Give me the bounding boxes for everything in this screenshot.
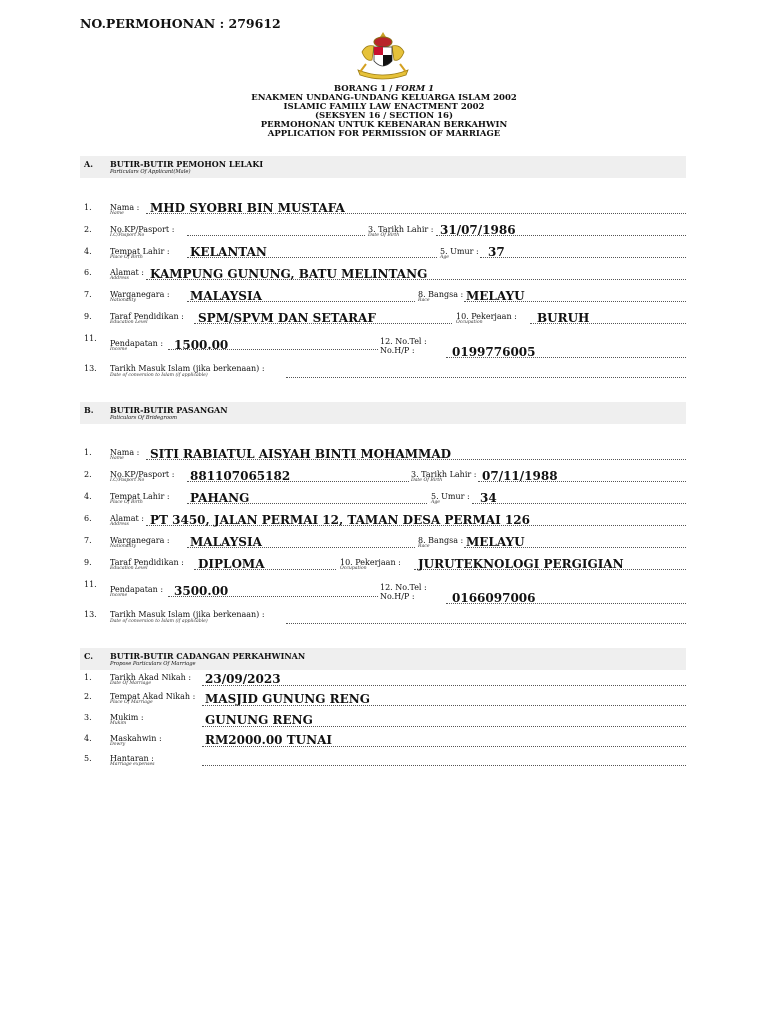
partner-address-value: PT 3450, JALAN PERMAI 12, TAMAN DESA PERMAI 126: [150, 513, 530, 527]
row-number: 7.: [84, 536, 92, 545]
age-line: [472, 503, 686, 504]
conversion-label: Tarikh Masuk Islam (jika berkenaan) :: [110, 610, 265, 619]
partner-education-value: DIPLOMA: [198, 557, 265, 571]
section-reference: (SEKSYEN 16 / SECTION 16): [315, 111, 453, 121]
row-number: 6.: [84, 514, 92, 523]
dob-label-en: Date Of Birth: [411, 478, 443, 483]
applicant-nationality-value: MALAYSIA: [190, 289, 262, 303]
partner-nationality-value: MALAYSIA: [190, 535, 262, 549]
income-label-en: Income: [110, 347, 128, 352]
applicant-address-value: KAMPUNG GUNUNG, BATU MELINTANG: [150, 267, 428, 281]
row-number: 4.: [84, 492, 92, 501]
mukim-label-en: Mukim: [110, 721, 127, 726]
hp-label: No.H/P :: [380, 592, 415, 601]
occupation-label: 10. Pekerjaan :: [456, 312, 517, 321]
applicant-phone-value: 0199776005: [452, 345, 536, 359]
partner-race-value: MELAYU: [466, 535, 525, 549]
conversion-label-en: Date of conversion to Islam (if applicable): [110, 373, 208, 378]
conversion-line: [286, 377, 686, 378]
row-number: 2.: [84, 225, 92, 234]
form-title: BORANG 1 / FORM 1: [333, 84, 435, 94]
akad-date-label: Tarikh Akad Nikah :: [110, 673, 192, 682]
row-number: 11.: [84, 334, 97, 343]
nationality-label-en: Nationality: [110, 298, 136, 303]
applicant-age-value: 37: [488, 245, 505, 259]
section-c-letter: C.: [84, 651, 94, 661]
nationality-label-en: Nationality: [110, 544, 136, 549]
applicant-income-value: 1500.00: [174, 338, 229, 352]
race-label: 8. Bangsa :: [418, 536, 464, 545]
pob-label: Tempat Lahir :: [110, 247, 170, 256]
partner-phone-value: 0166097006: [452, 591, 536, 605]
name-label-en: Name: [110, 211, 124, 216]
occupation-label: 10. Pekerjaan :: [340, 558, 401, 567]
income-label: Pendapatan :: [110, 339, 164, 348]
education-label: Taraf Pendidikan :: [110, 558, 184, 567]
section-a-title: BUTIR-BUTIR PEMOHON LELAKI: [110, 159, 264, 169]
row-number: 2.: [84, 692, 92, 701]
section-a-letter: A.: [84, 159, 93, 169]
income-label-en: Income: [110, 593, 128, 598]
partner-dob-value: 07/11/1988: [482, 469, 558, 483]
education-label: Taraf Pendidikan :: [110, 312, 184, 321]
tel-label: 12. No.Tel :: [380, 337, 427, 346]
address-label-en: Address: [110, 276, 129, 281]
age-line: [480, 257, 686, 258]
education-label-en: Education Level: [110, 566, 148, 571]
education-label-en: Education Level: [110, 320, 148, 325]
row-number: 2.: [84, 470, 92, 479]
race-label: 8. Bangsa :: [418, 290, 464, 299]
ic-label-en: I.C/Pasport No: [110, 478, 145, 483]
ic-label: No.KP/Pasport :: [110, 470, 175, 479]
partner-name-value: SITI RABIATUL AISYAH BINTI MOHAMMAD: [150, 447, 452, 461]
row-number: 1.: [84, 203, 92, 212]
row-number: 1.: [84, 673, 92, 682]
row-number: 13.: [84, 364, 97, 373]
row-number: 5.: [84, 754, 92, 763]
name-label: Nama :: [110, 203, 140, 212]
nationality-label: Warganegara :: [110, 290, 170, 299]
section-c-title: BUTIR-BUTIR CADANGAN PERKAHWINAN: [110, 651, 306, 661]
akad-place-value: MASJID GUNUNG RENG: [205, 692, 371, 706]
row-number: 4.: [84, 734, 92, 743]
address-label-en: Address: [110, 522, 129, 527]
row-number: 11.: [84, 580, 97, 589]
pob-label-en: Place Of Birth: [110, 255, 143, 260]
age-label: 5. Umur :: [440, 247, 479, 256]
partner-ic-value: 881107065182: [190, 469, 291, 483]
applicant-name-value: MHD SYOBRI BIN MUSTAFA: [150, 201, 345, 215]
state-crest-icon: [352, 30, 414, 84]
section-b-letter: B.: [84, 405, 94, 415]
age-label-en: Age: [440, 255, 449, 260]
applicant-pob-value: KELANTAN: [190, 245, 267, 259]
application-title: PERMOHONAN UNTUK KEBENARAN BERKAHWIN: [260, 120, 508, 130]
address-label: Alamat :: [110, 514, 144, 523]
hantaran-label: Hantaran :: [110, 754, 154, 763]
occupation-label-en: Occupation: [340, 566, 367, 571]
dob-label: 3. Tarikh Lahir :: [368, 225, 434, 234]
section-c-subtitle: Propose Particulars Of Marriage: [110, 661, 196, 667]
row-number: 9.: [84, 558, 92, 567]
applicant-education-value: SPM/SPVM DAN SETARAF: [198, 311, 376, 325]
enactment-title: ENAKMEN UNDANG-UNDANG KELUARGA ISLAM 2002: [251, 93, 517, 103]
race-label-en: Race: [418, 298, 430, 303]
age-label-en: Age: [431, 500, 440, 505]
section-a-subtitle: Particulars Of Applicant(Male): [110, 169, 191, 175]
maskahwin-value: RM2000.00 TUNAI: [205, 733, 332, 747]
partner-occupation-value: JURUTEKNOLOGI PERGIGIAN: [418, 557, 624, 571]
race-label-en: Race: [418, 544, 430, 549]
conversion-label: Tarikh Masuk Islam (jika berkenaan) :: [110, 364, 265, 373]
pob-label-en: Place Of Birth: [110, 500, 143, 505]
pob-label: Tempat Lahir :: [110, 492, 170, 501]
partner-pob-value: PAHANG: [190, 491, 250, 505]
row-number: 13.: [84, 610, 97, 619]
applicant-dob-value: 31/07/1986: [440, 223, 516, 237]
section-b-subtitle: Paticulars Of Bridegroom: [110, 415, 178, 421]
nationality-label: Warganegara :: [110, 536, 170, 545]
akad-date-label-en: Date Of Marriage: [110, 681, 152, 686]
akad-place-label: Tempat Akad Nikah :: [110, 692, 196, 701]
applicant-race-value: MELAYU: [466, 289, 525, 303]
dob-label: 3. Tarikh Lahir :: [411, 470, 477, 479]
maskahwin-label: Maskahwin :: [110, 734, 162, 743]
conversion-label-en: Date of conversion to Islam (if applicable): [110, 619, 208, 624]
row-number: 1.: [84, 448, 92, 457]
maskahwin-label-en: Dowry: [110, 742, 126, 747]
name-label-en: Name: [110, 456, 124, 461]
row-number: 7.: [84, 290, 92, 299]
ic-label: No.KP/Pasport :: [110, 225, 175, 234]
occupation-label-en: Occupation: [456, 320, 483, 325]
akad-place-label-en: Place Of Marriage: [110, 700, 153, 705]
applicant-occupation-value: BURUH: [537, 311, 590, 325]
age-label: 5. Umur :: [431, 492, 470, 501]
name-label: Nama :: [110, 448, 140, 457]
row-number: 9.: [84, 312, 92, 321]
mukim-label: Mukim :: [110, 713, 144, 722]
dob-label-en: Date Of Birth: [368, 233, 400, 238]
partner-age-value: 34: [480, 491, 497, 505]
hantaran-label-en: Marriage expenses: [110, 762, 155, 767]
tel-label: 12. No.Tel :: [380, 583, 427, 592]
income-label: Pendapatan :: [110, 585, 164, 594]
enactment-title-en: ISLAMIC FAMILY LAW ENACTMENT 2002: [283, 102, 485, 112]
address-label: Alamat :: [110, 268, 144, 277]
mukim-value: GUNUNG RENG: [205, 713, 313, 727]
hantaran-line: [202, 765, 686, 766]
row-number: 4.: [84, 247, 92, 256]
application-number: NO.PERMOHONAN : 279612: [80, 16, 281, 31]
akad-date-value: 23/09/2023: [205, 672, 281, 686]
hp-label: No.H/P :: [380, 346, 415, 355]
ic-line: [187, 235, 365, 236]
partner-income-value: 3500.00: [174, 584, 229, 598]
row-number: 6.: [84, 268, 92, 277]
conversion-line: [286, 623, 686, 624]
row-number: 3.: [84, 713, 92, 722]
application-title-en: APPLICATION FOR PERMISSION OF MARRIAGE: [267, 129, 501, 139]
section-b-title: BUTIR-BUTIR PASANGAN: [110, 405, 228, 415]
ic-label-en: I.C/Pasport No: [110, 233, 145, 238]
